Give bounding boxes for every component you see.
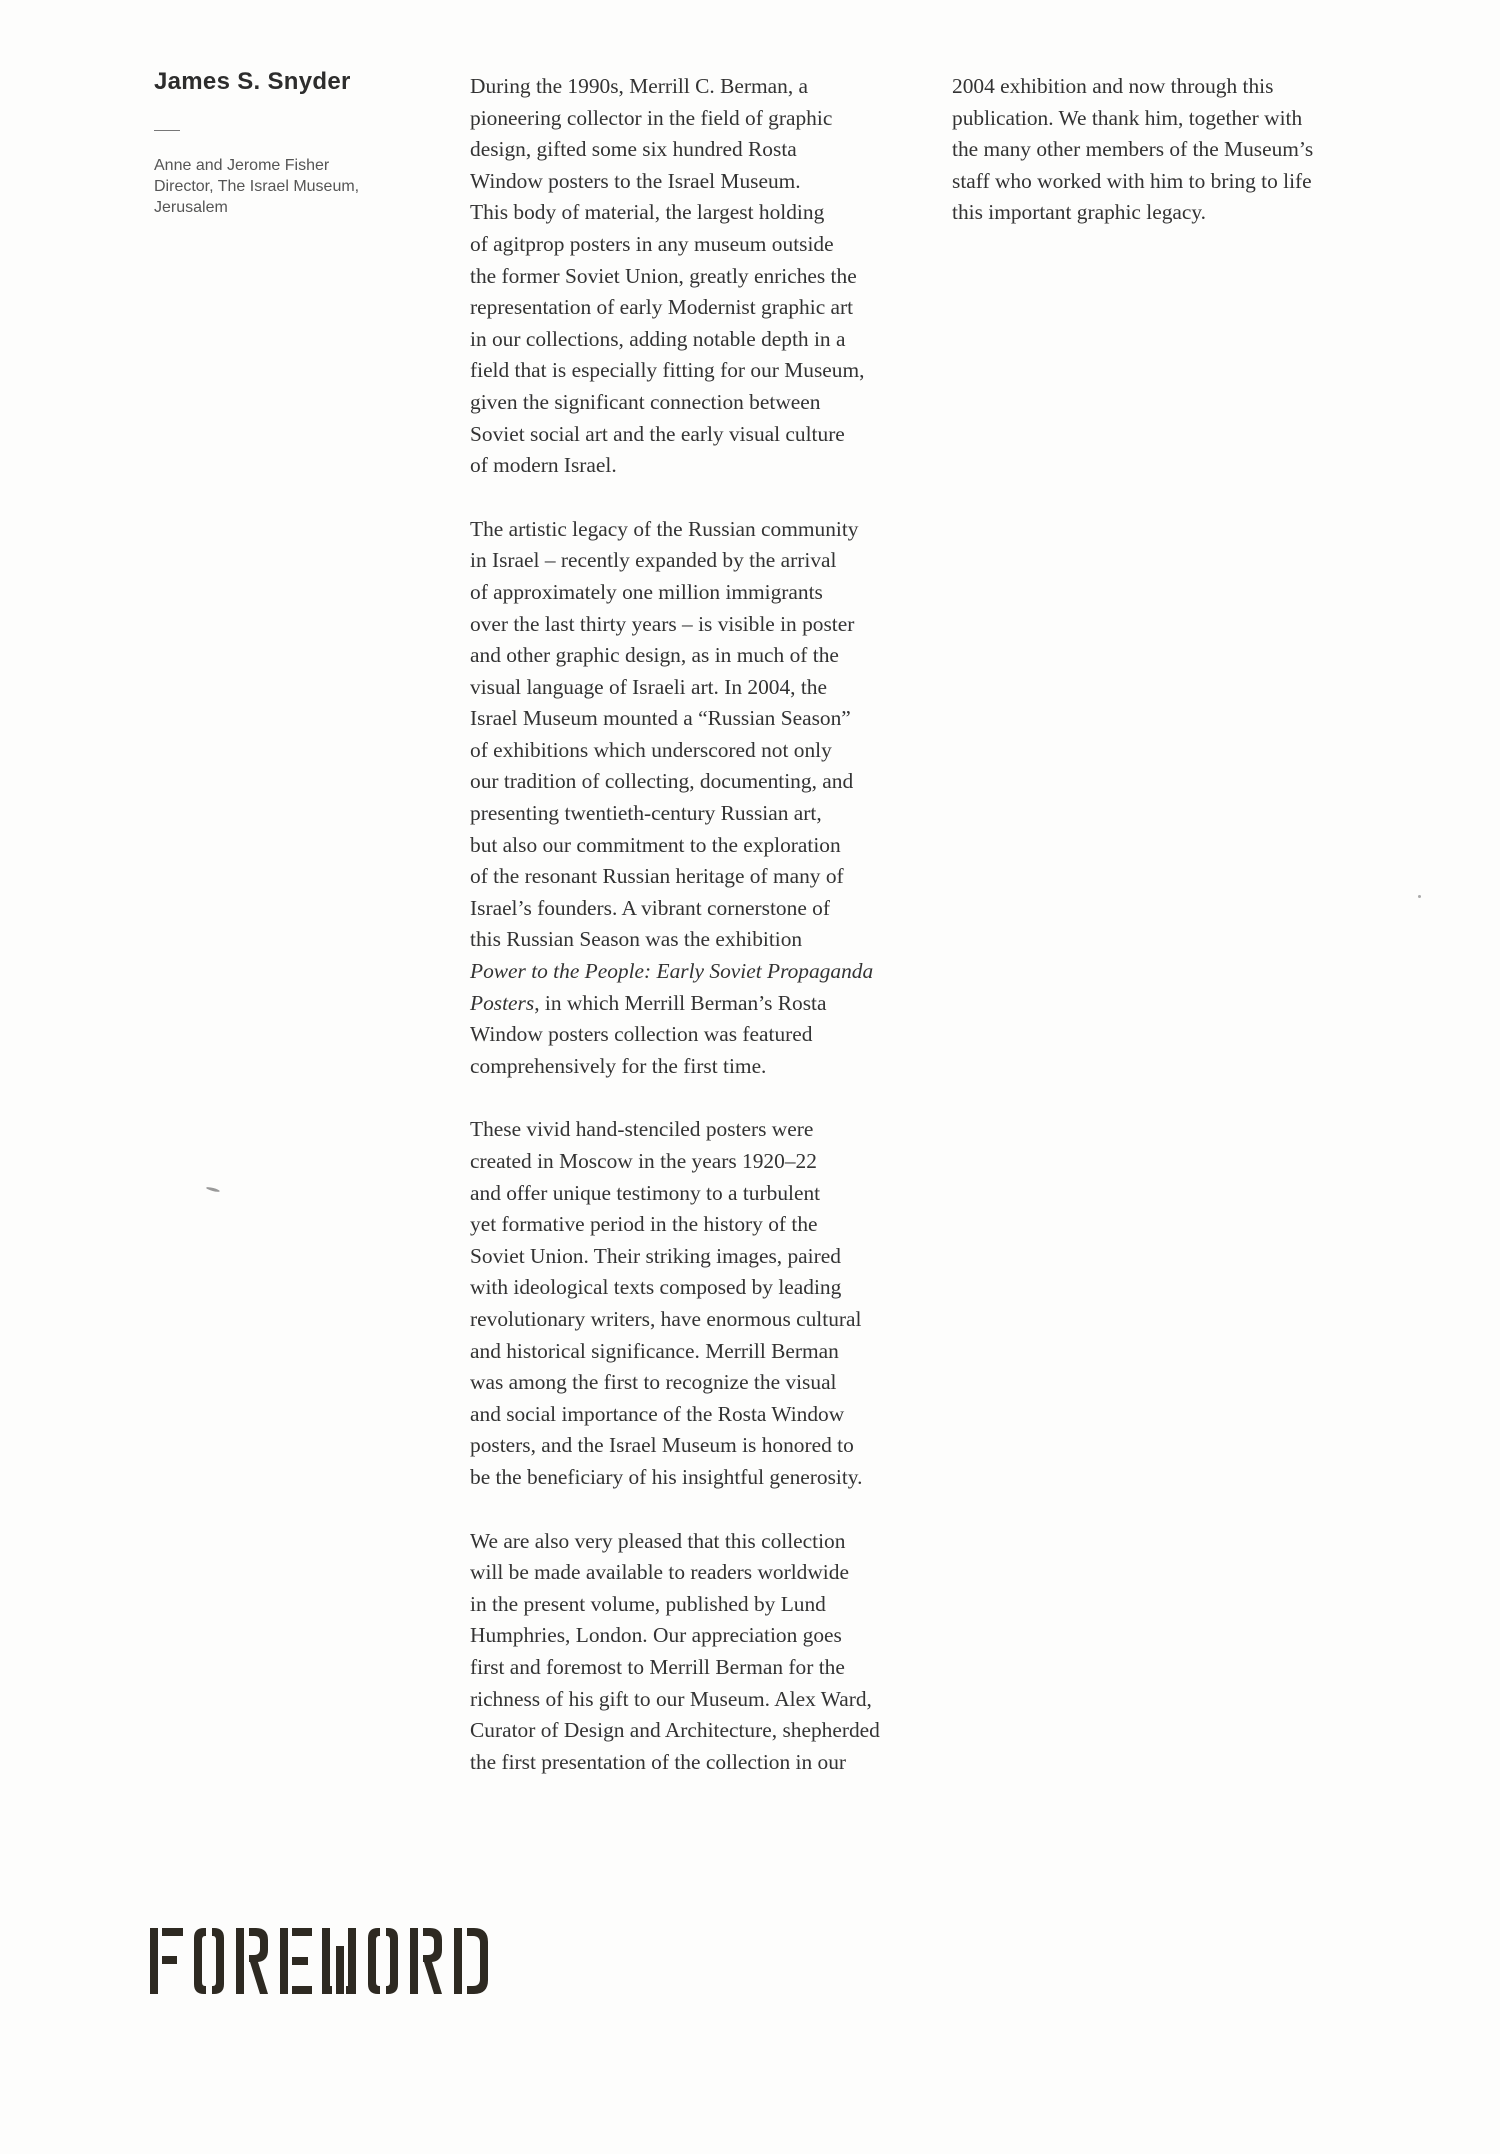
text-run: of modern Israel.: [470, 453, 617, 478]
text-line: [470, 1430, 940, 1462]
foreword-stencil-lettering: [150, 1928, 510, 1994]
text-line: [952, 71, 1392, 103]
text-column-2: [952, 71, 1392, 261]
text-line: [470, 735, 940, 767]
text-line: [470, 1652, 940, 1684]
paper-speck: [206, 1186, 220, 1193]
text-line: [470, 545, 940, 577]
text-line: [952, 197, 1392, 229]
text-run: with ideological texts composed by leading: [470, 1275, 842, 1300]
text-line: [470, 1747, 940, 1779]
text-line: [470, 956, 940, 988]
text-line: [470, 1178, 940, 1210]
text-run: created in Moscow in the years 1920–22: [470, 1149, 817, 1173]
text-run: Soviet social art and the early visual culture: [470, 421, 845, 446]
author-divider: [154, 130, 180, 131]
text-run: We are also very pleased that this collection: [470, 1528, 846, 1553]
text-line: [470, 229, 940, 261]
italic-title: Posters: [470, 990, 535, 1015]
text-run: Soviet Union. Their striking images, paired: [470, 1243, 841, 1268]
text-run: design, gifted some six hundred Rosta: [470, 137, 797, 162]
author-role-line: Anne and Jerome Fisher: [154, 157, 330, 174]
paragraph: [470, 1114, 940, 1493]
text-run: this important graphic legacy.: [952, 200, 1207, 225]
text-run: first and foremost to Merrill Berman for the: [470, 1654, 845, 1679]
text-run: , in which Merrill Berman’s Rosta: [534, 990, 827, 1015]
text-run: visual language of Israeli art. In 2004, the: [470, 674, 827, 699]
text-run: publication. We thank him, together with: [952, 105, 1303, 130]
author-role-line: Director, The Israel Museum,: [154, 178, 360, 195]
text-run: and offer unique testimony to a turbulent: [470, 1180, 821, 1205]
text-line: [470, 1620, 940, 1652]
text-line: [470, 103, 940, 135]
text-run: During the 1990s, Merrill C. Berman, a: [470, 74, 809, 98]
text-line: [952, 166, 1392, 198]
text-line: [470, 703, 940, 735]
text-run: of the resonant Russian heritage of many of: [470, 864, 844, 889]
text-line: [470, 1715, 940, 1747]
text-run: was among the first to recognize the visual: [470, 1370, 837, 1395]
text-line: [470, 1209, 940, 1241]
text-run: of approximately one million immigrants: [470, 579, 823, 604]
text-line: [470, 324, 940, 356]
text-line: [470, 861, 940, 893]
text-line: [470, 766, 940, 798]
text-line: [470, 514, 940, 546]
text-line: [470, 197, 940, 229]
text-line: [952, 134, 1392, 166]
text-run: and other graphic design, as in much of the: [470, 643, 839, 668]
text-line: [470, 355, 940, 387]
text-run: in Israel – recently expanded by the arrival: [470, 548, 837, 573]
text-run: the first presentation of the collection in our: [470, 1749, 847, 1774]
text-line: [470, 1684, 940, 1716]
text-line: [470, 419, 940, 451]
paragraph: [470, 71, 940, 482]
text-line: [470, 1399, 940, 1431]
text-run: pioneering collector in the field of graphic: [470, 105, 833, 130]
text-line: [470, 1589, 940, 1621]
text-line: [470, 1367, 940, 1399]
text-run: given the significant connection between: [470, 389, 821, 414]
text-run: but also our commitment to the exploration: [470, 832, 841, 857]
text-line: [470, 577, 940, 609]
paragraph: [470, 1526, 940, 1779]
text-run: revolutionary writers, have enormous cultural: [470, 1306, 862, 1331]
text-line: [470, 1051, 940, 1083]
text-line: [470, 387, 940, 419]
text-run: Curator of Design and Architecture, shepherded: [470, 1718, 880, 1743]
text-line: [470, 450, 940, 482]
text-run: the former Soviet Union, greatly enriches the: [470, 263, 857, 288]
text-line: [470, 988, 940, 1020]
text-run: This body of material, the largest holding: [470, 200, 825, 225]
text-run: our tradition of collecting, documenting, and: [470, 769, 854, 794]
text-line: [470, 166, 940, 198]
text-line: [470, 830, 940, 862]
text-run: and social importance of the Rosta Window: [470, 1401, 845, 1426]
author-role: [154, 155, 404, 218]
text-run: will be made available to readers worldwide: [470, 1560, 849, 1585]
text-line: [470, 261, 940, 293]
text-line: [470, 640, 940, 672]
text-line: [470, 1462, 940, 1494]
foreword-heading: [150, 1928, 510, 1994]
text-run: this Russian Season was the exhibition: [470, 927, 803, 952]
text-run: Humphries, London. Our appreciation goes: [470, 1623, 842, 1648]
italic-title: Power to the People: Early Soviet Propaganda: [470, 959, 874, 984]
text-run: The artistic legacy of the Russian community: [470, 516, 859, 541]
text-line: [470, 1304, 940, 1336]
text-run: field that is especially fitting for our Museum,: [470, 358, 865, 383]
text-run: in the present volume, published by Lund: [470, 1591, 826, 1616]
author-name: James S. Snyder: [154, 68, 351, 95]
text-run: over the last thirty years – is visible in poster: [470, 611, 855, 636]
author-role-line: Jerusalem: [154, 199, 228, 216]
text-run: staff who worked with him to bring to life: [952, 168, 1312, 193]
text-line: [952, 103, 1392, 135]
paragraph: [470, 514, 940, 1083]
text-line: [470, 134, 940, 166]
text-run: representation of early Modernist graphic art: [470, 295, 854, 320]
paragraph: [952, 71, 1392, 229]
text-line: [470, 672, 940, 704]
text-line: [470, 1526, 940, 1558]
text-run: of agitprop posters in any museum outside: [470, 231, 834, 256]
text-line: [470, 1557, 940, 1589]
text-run: posters, and the Israel Museum is honored to: [470, 1433, 854, 1458]
text-column-1: [470, 71, 940, 1810]
text-run: the many other members of the Museum’s: [952, 137, 1314, 162]
text-line: [470, 924, 940, 956]
text-run: in our collections, adding notable depth in a: [470, 326, 846, 351]
text-run: comprehensively for the first time.: [470, 1053, 767, 1078]
text-run: Window posters to the Israel Museum.: [470, 168, 801, 193]
text-run: 2004 exhibition and now through this: [952, 74, 1274, 98]
text-line: [470, 292, 940, 324]
text-line: [470, 609, 940, 641]
text-line: [470, 71, 940, 103]
text-line: [470, 798, 940, 830]
text-run: Israel’s founders. A vibrant cornerstone of: [470, 895, 830, 920]
text-line: [470, 1019, 940, 1051]
text-run: of exhibitions which underscored not only: [470, 737, 832, 762]
text-run: and historical significance. Merrill Berman: [470, 1338, 839, 1363]
text-run: presenting twentieth-century Russian art,: [470, 801, 822, 826]
text-line: [470, 1146, 940, 1178]
text-run: yet formative period in the history of the: [470, 1212, 818, 1237]
text-run: These vivid hand-stenciled posters were: [470, 1117, 814, 1142]
text-line: [470, 1114, 940, 1146]
text-line: [470, 1272, 940, 1304]
author-block: [154, 68, 404, 218]
text-line: [470, 1241, 940, 1273]
text-run: richness of his gift to our Museum. Alex Ward,: [470, 1686, 872, 1711]
text-run: be the beneficiary of his insightful generosity.: [470, 1464, 863, 1489]
text-line: [470, 893, 940, 925]
paper-speck: [1418, 895, 1421, 898]
text-run: Window posters collection was featured: [470, 1022, 813, 1047]
text-run: Israel Museum mounted a “Russian Season”: [470, 706, 851, 731]
text-line: [470, 1336, 940, 1368]
